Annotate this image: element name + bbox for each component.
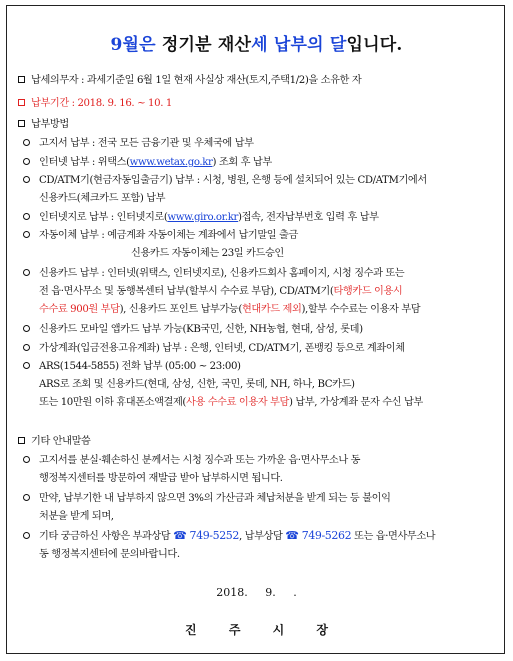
method-text: 자동이체 납부 : 예금계좌 자동이체는 계좌에서 납기말일 출금 — [39, 230, 298, 241]
checkbox-icon — [18, 437, 25, 444]
circle-bullet-icon — [23, 158, 30, 165]
method-item — [23, 226, 298, 241]
method-text: ), 신용카드 포인트 납부가능( — [119, 304, 242, 315]
other-item — [23, 527, 435, 542]
method-continuation — [39, 189, 165, 204]
other-text: 행정복지센터를 방문하여 재발급 받아 납부하시면 됩니다. — [39, 473, 283, 484]
circle-bullet-icon — [23, 176, 30, 183]
notice-date: 2018. 9. . — [216, 586, 297, 599]
other-item — [23, 489, 391, 504]
method-text: 신용카드(체크카드 포함) 납부 — [39, 193, 166, 204]
circle-bullet-icon — [23, 344, 30, 351]
method-text: 신용카드 자동이체는 23일 카드승인 — [131, 248, 284, 259]
circle-bullet-icon — [23, 213, 30, 220]
method-text: 인터넷 납부 : 위택스( — [39, 157, 130, 168]
method-item — [23, 134, 254, 149]
title-month: 9월은 — [110, 35, 156, 55]
method-item — [23, 153, 272, 168]
other-text: 처분을 받게 되며, — [39, 511, 114, 522]
method-text: ARS로 조회 및 신용카드(현대, 삼성, 신한, 국민, 롯데, NH, 하나, BC카드) — [39, 379, 355, 390]
method-text: 인터넷지로 납부 : 인터넷지로( — [39, 212, 168, 223]
checkbox-icon — [18, 76, 25, 83]
other-text: 또는 읍·면사무소나 — [351, 531, 436, 542]
method-continuation — [39, 375, 355, 390]
circle-bullet-icon — [23, 456, 30, 463]
other-continuation — [39, 507, 114, 522]
method-text-red: 수수료 900원 부담 — [39, 304, 120, 315]
method-continuation — [39, 300, 420, 315]
other-text: , 납부상담 — [239, 531, 283, 542]
other-heading — [18, 432, 91, 447]
method-text: 신용카드 납부 : 인터넷(위택스, 인터넷지로), 신용카드회사 홈페이지, 시청 징수과 또는 — [39, 268, 405, 279]
method-item — [23, 320, 363, 335]
method-text-red: 사용 수수료 이용자 부담 — [186, 397, 289, 408]
other-text: 만약, 납부기한 내 납부하지 않으면 3%의 가산금과 체납처분을 받게 되는 등 불이익 — [39, 493, 391, 504]
phone-assessment: ☎ 749-5252 — [173, 529, 239, 542]
method-text: ) 납부, 가상계좌 문자 수신 납부 — [288, 397, 423, 408]
method-text: )접속, 전자납부번호 입력 후 납부 — [238, 212, 379, 223]
checkbox-icon — [18, 120, 25, 127]
method-item — [23, 357, 241, 372]
method-text-red: 현대카드 제외 — [241, 304, 302, 315]
method-item — [23, 339, 405, 354]
signature: 진 주 시 장 — [185, 623, 328, 637]
other-continuation — [39, 545, 180, 560]
method-text: 전 읍·면사무소 및 동행복센터 납부(할부시 수수료 부담), CD/ATM기( — [39, 286, 334, 297]
title-tax-month: 세 납부의 달 — [251, 35, 347, 55]
method-continuation — [39, 282, 402, 297]
circle-bullet-icon — [23, 139, 30, 146]
period-line — [18, 94, 172, 109]
method-continuation — [131, 244, 284, 259]
other-heading-text: 기타 안내말씀 — [31, 436, 91, 447]
wetax-link[interactable]: www.wetax.go.kr — [129, 157, 213, 168]
method-text: ARS(1544-5855) 전화 납부 (05:00 ~ 23:00) — [39, 361, 241, 372]
checkbox-icon — [18, 99, 25, 106]
methods-heading — [18, 115, 69, 130]
method-text: 신용카드 모바일 앱카드 납부 가능(KB국민, 신한, NH농협, 현대, 삼성, 롯데) — [39, 324, 363, 335]
circle-bullet-icon — [23, 269, 30, 276]
method-text: 가상계좌(입금전용고유계좌) 납부 : 은행, 인터넷, CD/ATM기, 폰뱅킹 등으로 계좌이체 — [39, 343, 405, 354]
method-text: 또는 10만원 이하 휴대폰소액결제( — [39, 397, 186, 408]
phone-payment: ☎ 749-5262 — [285, 529, 352, 542]
giro-link[interactable]: www.giro.or.kr — [167, 212, 239, 223]
method-continuation — [39, 393, 423, 408]
circle-bullet-icon — [23, 532, 30, 539]
taxpayer-text: 납세의무자 : 과세기준일 6월 1일 현재 사실상 재산(토지,주택1/2)을 소유한 자 — [31, 75, 362, 86]
title-suffix: 입니다. — [346, 35, 403, 55]
method-text: CD/ATM기(현금자동입출금기) 납부 : 시청, 병원, 은행 등에 설치되어 있는 CD/ATM기에서 — [39, 175, 427, 186]
notice-title — [0, 30, 513, 55]
method-item — [23, 208, 379, 223]
method-text-red: 타행카드 이용시 — [333, 286, 403, 297]
other-text: 동 행정복지센터에 문의바랍니다. — [39, 549, 180, 560]
method-item — [23, 264, 404, 279]
other-continuation — [39, 469, 283, 484]
other-text: 고지서를 분실·훼손하신 분께서는 시청 징수과 또는 가까운 읍·면사무소나 동 — [39, 455, 361, 466]
other-item — [23, 451, 360, 466]
title-regular: 정기분 재산 — [161, 35, 252, 55]
method-text: 고지서 납부 : 전국 모든 금융기관 및 우체국에 납부 — [39, 138, 254, 149]
circle-bullet-icon — [23, 362, 30, 369]
other-text: 기타 궁금하신 사항은 부과상담 — [39, 531, 171, 542]
taxpayer-line — [18, 71, 361, 86]
circle-bullet-icon — [23, 325, 30, 332]
method-text: ),할부 수수료는 이용자 부담 — [301, 304, 421, 315]
method-item — [23, 171, 427, 186]
method-text: ) 조회 후 납부 — [212, 157, 272, 168]
circle-bullet-icon — [23, 231, 30, 238]
period-text: 납부기간 : 2018. 9. 16. ~ 10. 1 — [31, 98, 172, 109]
circle-bullet-icon — [23, 494, 30, 501]
methods-heading-text: 납부방법 — [31, 119, 69, 130]
